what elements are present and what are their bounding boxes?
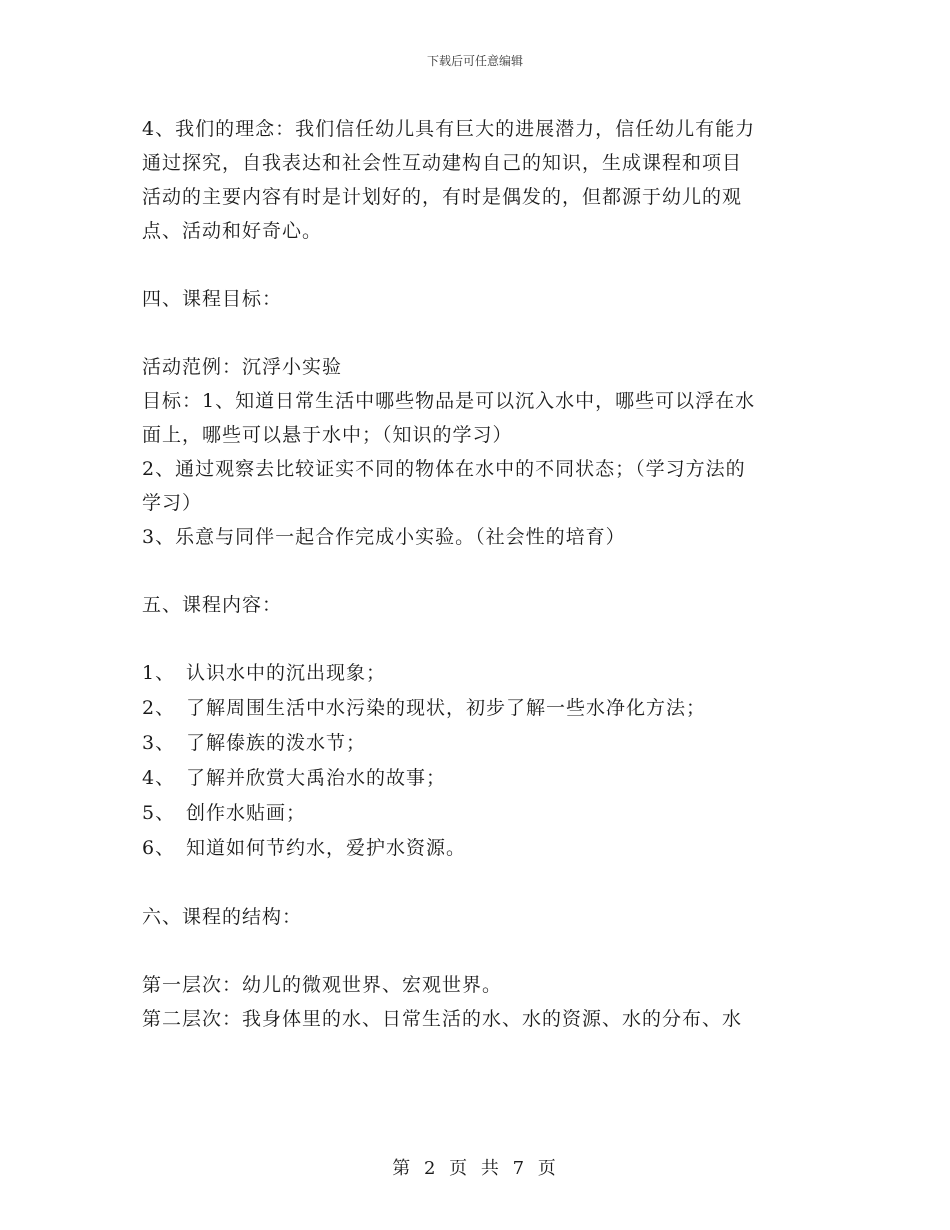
page-number-footer: 第 2 页 共 7 页: [392, 1158, 558, 1179]
list-item: [142, 726, 812, 761]
list-text: 创作水贴画；: [186, 802, 307, 824]
list-number: 2、: [142, 697, 176, 719]
spacer: [142, 866, 812, 900]
list-number: 4、: [142, 767, 176, 789]
goals-paragraph: [142, 384, 812, 554]
text-line: 2、通过观察去比较证实不同的物体在水中的不同状态；（学习方法的: [142, 458, 746, 480]
list-item: [142, 761, 812, 796]
spacer: [142, 554, 812, 588]
list-item: [142, 796, 812, 831]
structure-paragraph: [142, 968, 812, 1036]
text-line: 面上，哪些可以悬于水中；（知识的学习）: [142, 424, 513, 446]
section-heading-content: 五、课程内容：: [142, 594, 283, 616]
text-line: 通过探究，自我表达和社会性互动建构自己的知识，生成课程和项目: [142, 152, 743, 174]
page-header: 下载后可任意编辑: [426, 54, 523, 68]
list-text: 认识水中的沉出现象；: [186, 662, 387, 684]
section-heading-goals: 四、课程目标：: [142, 288, 283, 310]
list-number: 3、: [142, 732, 176, 754]
spacer: [142, 248, 812, 282]
activity-example: 活动范例：沉浮小实验: [142, 356, 343, 378]
list-text: 了解并欣赏大禹治水的故事；: [186, 767, 447, 789]
text-line: 活动的主要内容有时是计划好的，有时是偶发的，但都源于幼儿的观: [142, 186, 743, 208]
content-list: [142, 656, 812, 866]
text-line: 点、活动和好奇心。: [142, 220, 323, 242]
list-number: 5、: [142, 802, 176, 824]
text-line: 目标：1、知道日常生活中哪些物品是可以沉入水中，哪些可以浮在水: [142, 390, 756, 412]
list-item: [142, 831, 812, 866]
text-line: 学习）: [142, 492, 203, 514]
document-body: [142, 112, 812, 1036]
list-text: 了解周围生活中水污染的现状，初步了解一些水净化方法；: [186, 697, 707, 719]
list-item: [142, 691, 812, 726]
list-item: [142, 656, 812, 691]
text-line: 3、乐意与同伴一起合作完成小实验。（社会性的培育）: [142, 526, 626, 548]
spacer: [142, 934, 812, 968]
philosophy-paragraph: [142, 112, 812, 248]
list-text: 知道如何节约水，爱护水资源。: [186, 837, 467, 859]
spacer: [142, 316, 812, 350]
list-text: 了解傣族的泼水节；: [186, 732, 367, 754]
text-line: 4、我们的理念：我们信任幼儿具有巨大的进展潜力，信任幼儿有能力: [142, 118, 756, 140]
section-heading-structure: 六、课程的结构：: [142, 906, 303, 928]
text-line: 第一层次：幼儿的微观世界、宏观世界。: [142, 974, 503, 996]
text-line: 第二层次：我身体里的水、日常生活的水、水的资源、水的分布、水: [142, 1008, 743, 1030]
spacer: [142, 622, 812, 656]
list-number: 1、: [142, 662, 176, 684]
list-number: 6、: [142, 837, 176, 859]
